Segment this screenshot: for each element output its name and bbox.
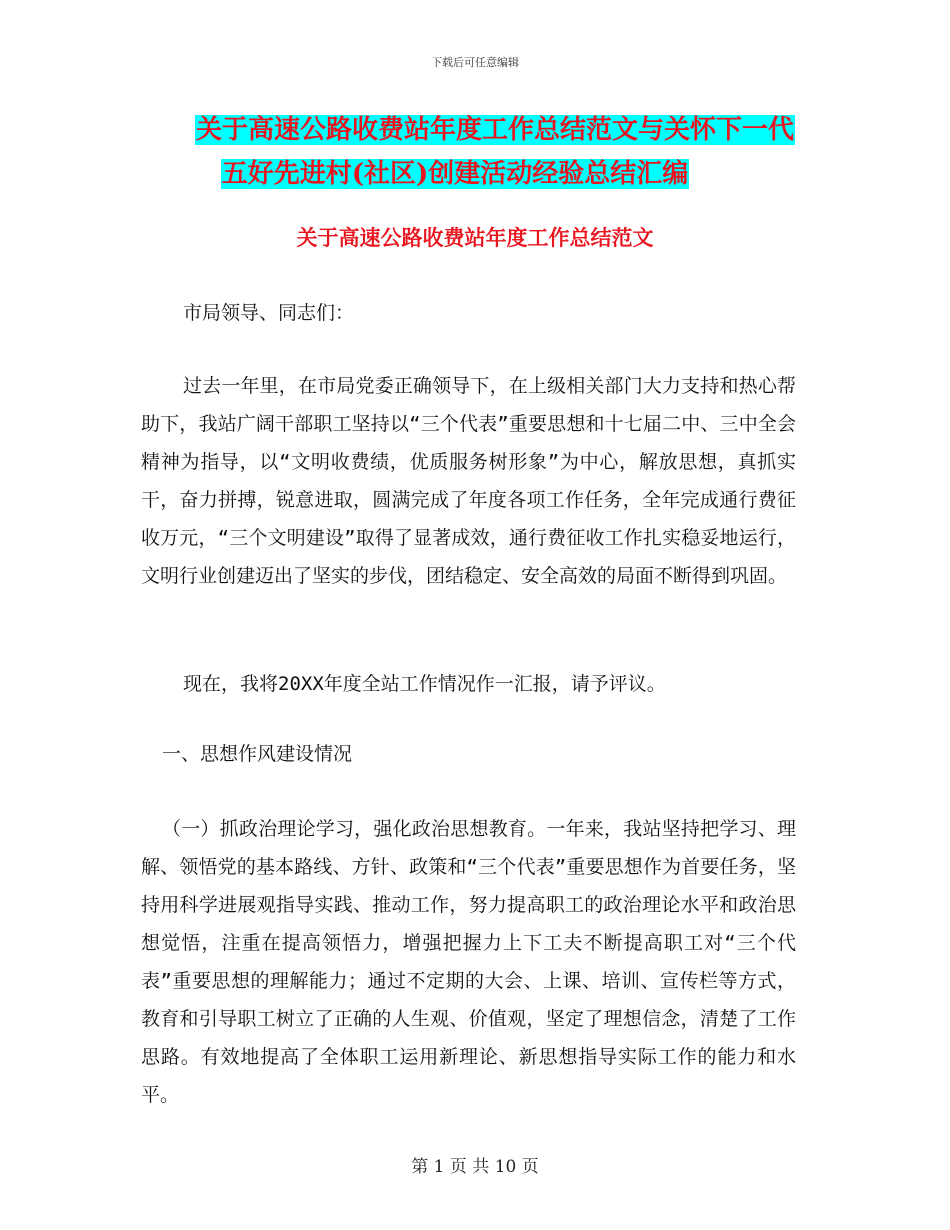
greeting: 市局领导、同志们： [183, 302, 355, 324]
main-title-line-1 [0, 112, 950, 148]
header-note: 下载后可任意编辑 [431, 56, 519, 69]
paragraph-review: 过去一年里，在市局党委正确领导下，在上级相关部门大力支持和热心帮助下，我站广阔干部职工坚持以“三个代表”重要思想和十七届二中、三中全会精神为指导，以“文明收费绩，优质服务树形象”为中心，解放思想，真抓实干，奋力拼搏，锐意进取，圆满完成了年度各项工作任务，全年完成通行费征收万元，“三个文明建设”取得了显著成效，通行费征收工作扎实稳妥地运行，文明行业创建迈出了坚实的步伐，团结稳定、安全高效的局面不断得到巩固。 [141, 375, 796, 587]
main-title-line-1-text: 关于高速公路收费站年度工作总结范文与关怀下一代 [195, 115, 794, 145]
section-subtitle: 关于高速公路收费站年度工作总结范文 [296, 225, 654, 250]
main-title-line-2 [0, 156, 950, 192]
paragraph-report-intro: 现在，我将20XX年度全站工作情况作一汇报，请予评议。 [183, 673, 666, 695]
section-heading-1: 一、思想作风建设情况 [162, 743, 353, 765]
main-title-line-2-text: 五好先进村(社区)创建活动经验总结汇编 [221, 159, 689, 189]
page-footer: 第 1 页 共 10 页 [411, 1157, 539, 1177]
paragraph-political-study: （一）抓政治理论学习，强化政治思想教育。一年来，我站坚持把学习、理解、领悟党的基本路线、方针、政策和“三个代表”重要思想作为首要任务，坚持用科学进展观指导实践、推动工作，努力提高职工的政治理论水平和政治思想觉悟，注重在提高领悟力，增强把握力上下工夫不断提高职工对“三个代表”重要思想的理解能力；通过不定期的大会、上课、培训、宣传栏等方式，教育和引导职工树立了正确的人生观、价值观，坚定了理想信念，清楚了工作思路。有效地提高了全体职工运用新理论、新思想指导实际工作的能力和水平。 [141, 818, 796, 1106]
